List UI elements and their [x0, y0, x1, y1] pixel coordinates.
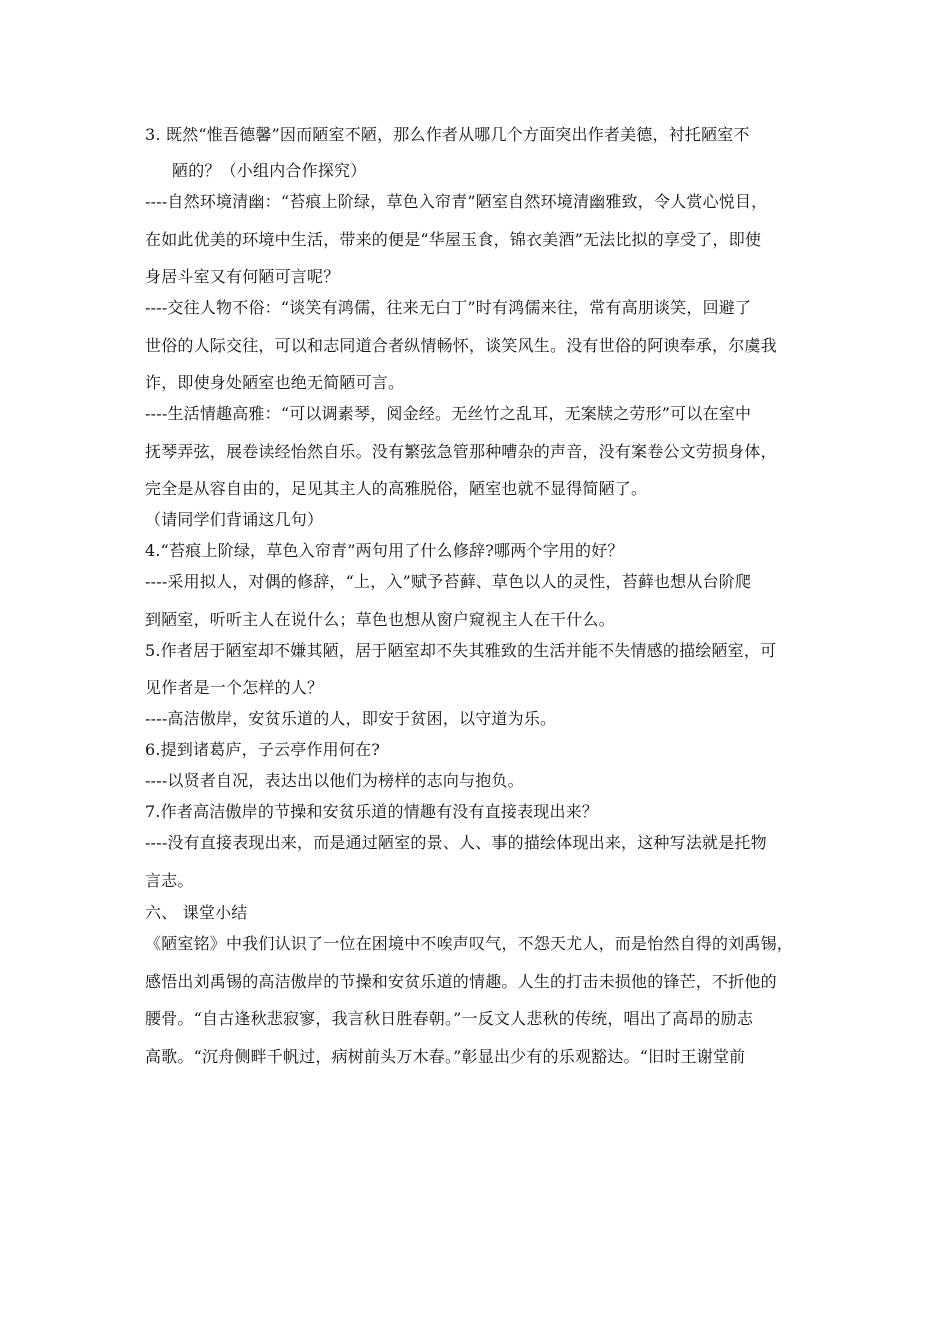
question-3-line-2: 陋的？（小组内合作探究） — [172, 161, 367, 180]
answer-4-line-2: 到陋室，听听主人在说什么；草色也想从窗户窥视主人在干什么。 — [145, 610, 615, 629]
answer-environment-line-2: 在如此优美的环境中生活，带来的便是“华屋玉食，锦衣美酒”无法比拟的享受了，即使 — [145, 230, 762, 249]
summary-line-1: 《陋室铭》中我们认识了一位在困境中不唉声叹气，不怨天尤人，而是怡然自得的刘禹锡， — [145, 934, 794, 953]
section-summary-heading: 六、 课堂小结 — [145, 903, 248, 922]
answer-7-line-1: ----没有直接表现出来，而是通过陋室的景、人、事的描绘体现出来，这种写法就是托物 — [145, 833, 767, 852]
answer-4-line-1: ----采用拟人，对偶的修辞，“上，入”赋予苔藓、草色以人的灵性，苔藓也想从台阶爬 — [145, 572, 752, 591]
answer-people-line-1: ----交往人物不俗：“谈笑有鸿儒，往来无白丁”时有鸿儒来往，常有高朋谈笑，回避了 — [145, 298, 752, 317]
question-5-line-1: 5.作者居于陋室却不嫌其陋，居于陋室却不失其雅致的生活并能不失情感的描绘陋室，可 — [145, 641, 777, 660]
question-5-line-2: 见作者是一个怎样的人？ — [145, 678, 324, 697]
answer-7-line-2: 言志。 — [145, 871, 194, 890]
answer-life-line-1: ----生活情趣高雅：“可以调素琴，阅金经。无丝竹之乱耳，无案牍之劳形”可以在室中 — [145, 404, 752, 423]
recite-note: （请同学们背诵这几句） — [145, 510, 324, 529]
summary-line-3: 腰骨。“自古逢秋悲寂寥，我言秋日胜春朝。”一反文人悲秋的传统，唱出了高昂的励志 — [145, 1009, 754, 1028]
question-4: 4.“苔痕上阶绿，草色入帘青”两句用了什么修辞?哪两个字用的好？ — [145, 541, 624, 560]
question-6: 6.提到诸葛庐，子云亭作用何在? — [145, 740, 381, 759]
answer-people-line-2: 世俗的人际交往，可以和志同道合者纵情畅怀，谈笑风生。没有世俗的阿谀奉承，尔虞我 — [145, 336, 777, 355]
question-7: 7.作者高洁傲岸的节操和安贫乐道的情趣有没有直接表现出来？ — [145, 802, 599, 821]
answer-6: ----以贤者自况，表达出以他们为榜样的志向与抱负。 — [145, 771, 524, 790]
document-body — [145, 125, 815, 1067]
answer-5: ----高洁傲岸，安贫乐道的人，即安于贫困，以守道为乐。 — [145, 709, 557, 728]
answer-environment-line-3: 身居斗室又有何陋可言呢？ — [145, 267, 340, 286]
summary-line-2: 感悟出刘禹锡的高洁傲岸的节操和安贫乐道的情趣。人生的打击未损他的锋芒，不折他的 — [145, 972, 777, 991]
summary-line-4: 高歌。“沉舟侧畔千帆过，病树前头万木春。”彰显出少有的乐观豁达。“旧时王谢堂前 — [145, 1047, 746, 1066]
answer-environment-line-1: ----自然环境清幽：“苔痕上阶绿，草色入帘青”陋室自然环境清幽雅致，令人赏心悦目， — [145, 192, 768, 211]
answer-people-line-3: 诈，即使身处陋室也绝无简陋可言。 — [145, 373, 405, 392]
question-3-line-1: 3. 既然“惟吾德馨”因而陋室不陋，那么作者从哪几个方面突出作者美德，衬托陋室不 — [145, 125, 750, 144]
answer-life-line-2: 抚琴弄弦，展卷读经怡然自乐。没有繁弦急管那种嘈杂的声音，没有案卷公文劳损身体， — [145, 442, 777, 461]
answer-life-line-3: 完全是从容自由的，足见其主人的高雅脱俗，陋室也就不显得简陋了。 — [145, 479, 648, 498]
